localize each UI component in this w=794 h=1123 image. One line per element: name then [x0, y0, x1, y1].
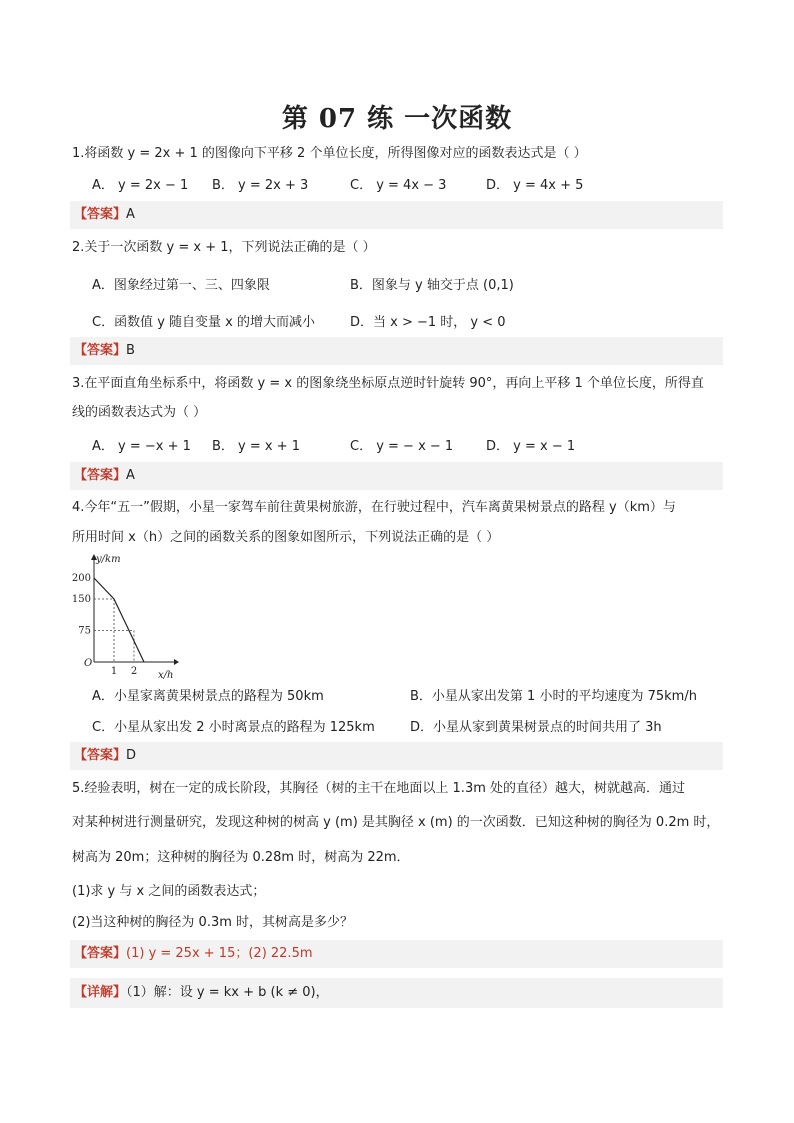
- q3-option-d: D． y = x − 1: [486, 439, 576, 454]
- q1-option-c: C． y = 4x − 3: [350, 178, 447, 193]
- q3-stem-line1: 3.在平面直角坐标系中，将函数 y = x 的图象绕坐标原点逆时针旋转 90°，再向上平移 1 个单位长度，所得直: [72, 376, 704, 391]
- q5-stem-line3: 树高为 20m；这种树的胸径为 0.28m 时，树高为 22m．: [72, 850, 410, 865]
- answer-tag: 【答案】: [74, 468, 127, 483]
- q2-options-row2: [92, 311, 732, 333]
- q3-answer: A: [126, 468, 135, 483]
- x-tick-label: 2: [130, 666, 138, 677]
- q4-options-row2: [92, 716, 732, 738]
- q5-detail-row: [70, 978, 723, 1008]
- q4-option-c: C．小星从家出发 2 小时离景点的路程为 125km: [92, 720, 375, 735]
- q2-answer: B: [126, 343, 135, 358]
- q5-answer: (1) y = 25x + 15；(2) 22.5m: [126, 946, 313, 961]
- y-tick-label: 75: [78, 625, 91, 637]
- q1-option-a: A． y = 2x − 1: [92, 178, 189, 193]
- q5-detail: （1）解：设 y = kx + b (k ≠ 0)，: [126, 985, 329, 1000]
- q5-answer-row: [70, 940, 723, 968]
- distance-line: [94, 578, 144, 662]
- q5-sub2: (2)当这种树的胸径为 0.3m 时，其树高是多少？: [72, 915, 354, 930]
- q2-option-b: B．图象与 y 轴交于点 (0,1): [350, 278, 514, 293]
- q4-option-d: D．小星从家到黄果树景点的时间共用了 3h: [410, 720, 662, 735]
- q5-sub1: (1)求 y 与 x 之间的函数表达式；: [72, 884, 266, 899]
- answer-tag: 【答案】: [74, 343, 127, 358]
- q3-option-b: B． y = x + 1: [212, 439, 301, 454]
- q4-option-a: A．小星家离黄果树景点的路程为 50km: [92, 689, 324, 704]
- q4-option-b: B．小星从家出发第 1 小时的平均速度为 75km/h: [410, 689, 697, 704]
- q3-stem-line2: 线的函数表达式为（ ）: [72, 405, 207, 420]
- q1-answer: A: [126, 207, 135, 222]
- q4-answer-row: [70, 742, 723, 770]
- q5-stem-line1: 5.经验表明，树在一定的成长阶段，其胸径（树的主干在地面以上 1.3m 处的直径）越大，树就越高．通过: [72, 781, 686, 796]
- q3-option-c: C． y = − x − 1: [350, 439, 454, 454]
- q4-stem-line2: 所用时间 x（h）之间的函数关系的图象如图所示，下列说法正确的是（ ）: [72, 530, 500, 545]
- q3-option-a: A． y = −x + 1: [92, 439, 191, 454]
- y-tick-label: 200: [71, 573, 91, 584]
- q2-answer-row: [70, 337, 723, 365]
- q1-option-d: D． y = 4x + 5: [486, 178, 584, 193]
- q2-option-d: D．当 x > −1 时， y < 0: [350, 315, 506, 330]
- x-axis-label: x/h: [158, 670, 174, 680]
- answer-tag: 【答案】: [74, 748, 127, 763]
- q2-options-row1: [92, 274, 732, 296]
- q1-options: [92, 174, 732, 196]
- y-axis-label: y/km: [96, 554, 121, 565]
- q2-option-a: A．图象经过第一、三、四象限: [92, 278, 270, 293]
- x-tick-label: 1: [110, 666, 118, 677]
- x-axis-arrow: [174, 659, 179, 665]
- q2-stem: 2.关于一次函数 y = x + 1，下列说法正确的是（ ）: [72, 240, 376, 255]
- q5-stem-line2: 对某种树进行测量研究，发现这种树的树高 y (m) 是其胸径 x (m) 的一次函数．已知这种树的胸径为 0.2m 时，: [72, 815, 720, 830]
- q3-answer-row: [70, 462, 723, 490]
- detail-tag: 【详解】: [74, 985, 127, 1000]
- answer-tag: 【答案】: [74, 207, 127, 222]
- distance-time-chart: [70, 552, 180, 680]
- origin-label: O: [84, 658, 93, 669]
- q3-options: [92, 435, 732, 457]
- q4-stem-line1: 4.今年“五一”假期，小星一家驾车前往黄果树旅游，在行驶过程中，汽车离黄果树景点的路程 y（km）与: [72, 500, 676, 515]
- page-title: 第 07 练 一次函数: [281, 104, 513, 134]
- q1-stem: 1.将函数 y = 2x + 1 的图像向下平移 2 个单位长度，所得图像对应的函数表达式是（ ）: [72, 146, 587, 161]
- q4-answer: D: [126, 748, 137, 763]
- y-tick-label: 150: [71, 594, 91, 605]
- q1-answer-row: [70, 201, 723, 229]
- q4-options-row1: [92, 685, 732, 707]
- answer-tag: 【答案】: [74, 946, 127, 961]
- q2-option-c: C．函数值 y 随自变量 x 的增大而减小: [92, 315, 315, 330]
- q1-option-b: B． y = 2x + 3: [212, 178, 309, 193]
